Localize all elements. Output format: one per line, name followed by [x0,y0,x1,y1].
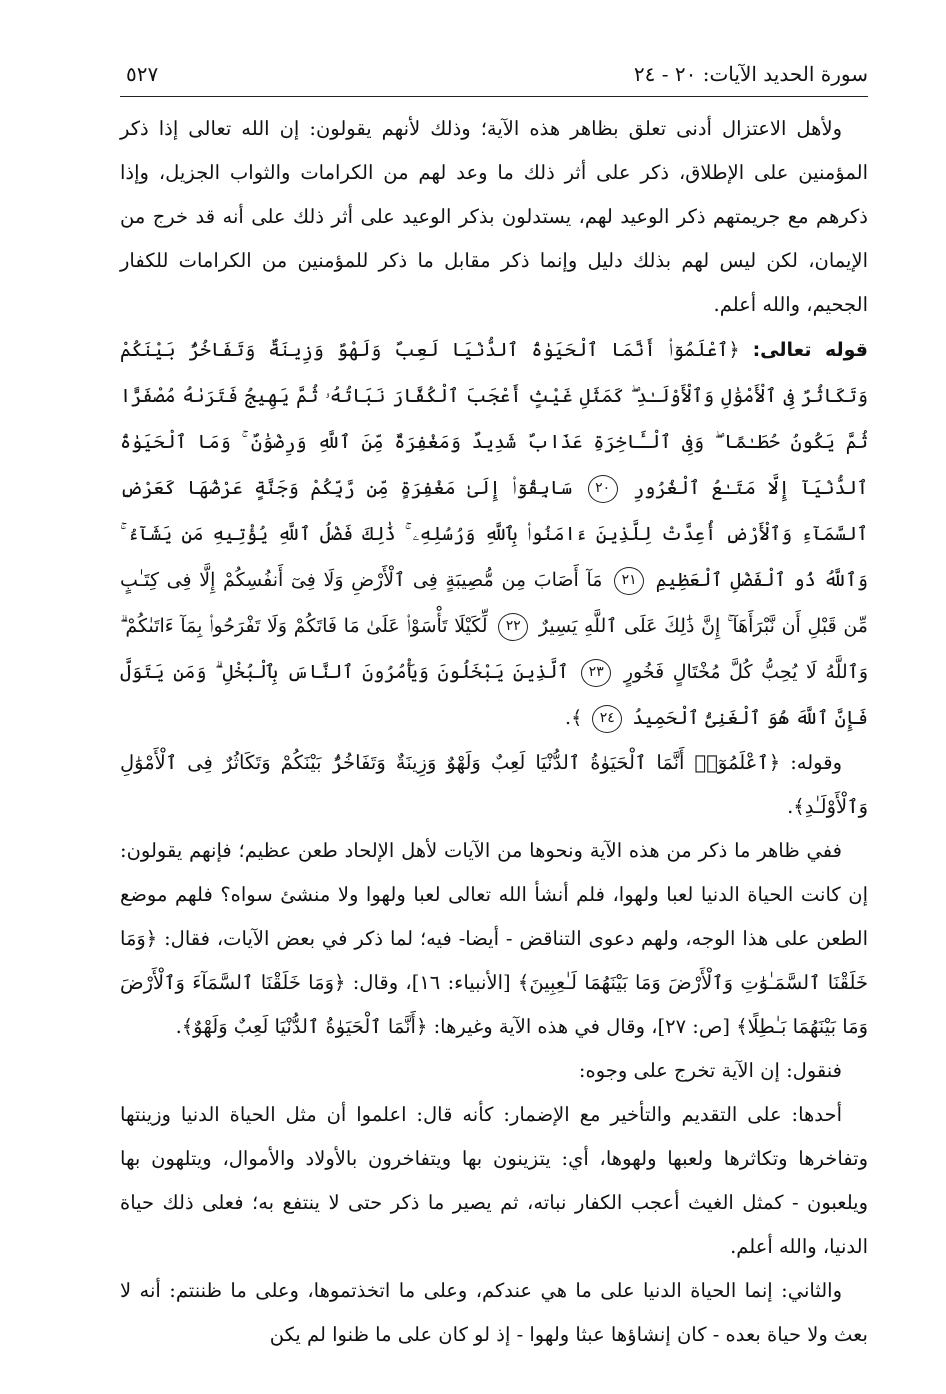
running-header [120,56,868,97]
quran-passage [120,327,868,741]
quran-label: قوله تعالى: [752,339,868,361]
ayah-number-22: ٢٢ [498,613,528,641]
paragraph-first-aspect: أحدها: على التقديم والتأخير مع الإضمار: كأنه قال: اعلموا أن مثل الحياة الدنيا وزينتها وتفاخرها وتكاثرها ولعبها ولهوها، أي: يتزينون بها ويتفاخرون بالأولاد والأموال، ويتلهون بها ويلعبون - كمثل الغيث أعجب الكفار نباته، ثم يصير ما ذكر حتى لا ينتفع به؛ فعلى ذلك حياة الدنيا، والله أعلم. [120,1103,868,1258]
surah-title: سورة الحديد الآيات: ٢٠ - ٢٤ [633,62,868,86]
quran-verse-21: سَابِقُوٓا۟ إِلَىٰ مَغْفِرَةٍ مِّن رَّبِّكُمْ وَجَنَّةٍ عَرْضُهَا كَعَرْضِ ٱلسَّمَآءِ وَٱلْأَرْضِ أُعِدَّتْ لِلَّذِينَ ءَامَنُوا۟ بِٱللَّهِ وَرُسُلِهِۦ ۚ ذَٰلِكَ فَضْلُ ٱللَّهِ يُؤْتِيهِ مَن يَشَآءُ ۚ وَٱللَّهُ ذُو ٱلْفَضْلِ ٱلْعَظِيمِ [120,477,868,591]
quran-close-bracket: ﴾. [565,707,583,729]
quran-verse-23: لِّكَيْلَا تَأْسَوْا۟ عَلَىٰ مَا فَاتَكُمْ وَلَا تَفْرَحُوا۟ بِمَآ ءَاتَىٰكُمْ ۗ وَٱللَّهُ لَا يُحِبُّ كُلَّ مُخْتَالٍ فَخُورٍ [120,615,868,683]
ayah-number-23: ٢٣ [581,659,611,687]
paragraph-mutazila: ولأهل الاعتزال أدنى تعلق بظاهر هذه الآية؛ وذلك لأنهم يقولون: إن الله تعالى إذا ذكر المؤمنين على الإطلاق، ذكر على أثر ذلك ما وعد لهم من الكرامات والثواب الجزيل، وإذا ذكرهم مع جريمتهم ذكر الوعيد لهم، يستدلون بذكر الوعيد على أثر ذلك على أنه قد خرج من الإيمان، لكن ليس لهم بذلك دليل وإنما ذكر مقابل ما ذكر للمؤمنين من الكرامات للكفار الجحيم، والله أعلم. [120,117,868,316]
paragraph-ilhad: ففي ظاهر ما ذكر من هذه الآية ونحوها من الآيات لأهل الإلحاد طعن عظيم؛ فإنهم يقولون: إن كانت الحياة الدنيا لعبا ولهوا، فلم أنشأ الله تعالى لعبا ولهوا ولا منشئ سواه؟ فلهم موضع الطعن على هذا الوجه، ولهم دعوى التناقض - أيضا- فيه؛ لما ذكر في بعض الآيات، فقال: ﴿وَمَا خَلَقْنَا ٱلسَّمَـٰوَٰتِ وَٱلْأَرْضَ وَمَا بَيْنَهُمَا لَـٰعِبِينَ﴾ [الأنبياء: ١٦]، وقال: ﴿وَمَا خَلَقْنَا ٱلسَّمَآءَ وَٱلْأَرْضَ وَمَا بَيْنَهُمَا بَـٰطِلًا﴾ [ص: ٢٧]، وقال في هذه الآية وغيرها: ﴿أَنَّمَا ٱلْحَيَوٰةُ ٱلدُّنْيَا لَعِبٌ وَلَهْوٌ﴾. [120,839,868,1038]
page-number: ٥٢٧ [126,62,159,86]
quran-verse-20: ﴿ٱعْلَمُوٓا۟ أَنَّمَا ٱلْحَيَوٰةُ ٱلدُّنْيَا لَعِبٌ وَلَهْوٌ وَزِينَةٌ وَتَفَاخُرٌۢ بَيْنَكُمْ وَتَكَاثُرٌ فِى ٱلْأَمْوَٰلِ وَٱلْأَوْلَـٰدِ ۖ كَمَثَلِ غَيْثٍ أَعْجَبَ ٱلْكُفَّارَ نَبَاتُهُۥ ثُمَّ يَهِيجُ فَتَرَىٰهُ مُصْفَرًّا ثُمَّ يَكُونُ حُطَـٰمًا ۖ وَفِى ٱلْـَٔاخِرَةِ عَذَابٌ شَدِيدٌ وَمَغْفِرَةٌ مِّنَ ٱللَّهِ وَرِضْوَٰنٌ ۚ وَمَا ٱلْحَيَوٰةُ ٱلدُّنْيَآ إِلَّا مَتَـٰعُ ٱلْغُرُورِ [120,339,869,499]
paragraph-qawluhu: وقوله: ﴿ٱعْلَمُوٓا۟ أَنَّمَا ٱلْحَيَوٰةُ ٱلدُّنْيَا لَعِبٌ وَلَهْوٌ وَزِينَةٌ وَتَفَاخُرٌۢ بَيْنَكُمْ وَتَكَاثُرٌ فِى ٱلْأَمْوَٰلِ وَٱلْأَوْلَـٰدِ﴾. [120,751,868,818]
paragraph-second-aspect: والثاني: إنما الحياة الدنيا على ما هي عندكم، وعلى ما اتخذتموها، وعلى ما ظننتم: أنه لا بعث ولا حياة بعده - كان إنشاؤها عبثا ولهوا - إذ لو كان على ما ظنوا لم يكن [120,1279,868,1346]
paragraph-wujuh: فنقول: إن الآية تخرج على وجوه: [578,1059,842,1082]
quran-verse-24: ٱلَّذِينَ يَبْخَلُونَ وَيَأْمُرُونَ ٱلنَّاسَ بِٱلْبُخْلِ ۗ وَمَن يَتَوَلَّ فَإِنَّ ٱللَّهَ هُوَ ٱلْغَنِىُّ ٱلْحَمِيدُ [120,661,868,729]
ayah-number-21: ٢١ [614,567,644,595]
quran-verse-22: مَآ أَصَابَ مِن مُّصِيبَةٍ فِى ٱلْأَرْضِ وَلَا فِىٓ أَنفُسِكُمْ إِلَّا فِى كِتَـٰبٍ مِّن قَبْلِ أَن نَّبْرَأَهَآ ۚ إِنَّ ذَٰلِكَ عَلَى ٱللَّهِ يَسِيرٌ [120,569,868,637]
ayah-number-24: ٢٤ [592,705,622,733]
book-page [120,56,868,1356]
ayah-number-20: ٢٠ [588,475,618,503]
